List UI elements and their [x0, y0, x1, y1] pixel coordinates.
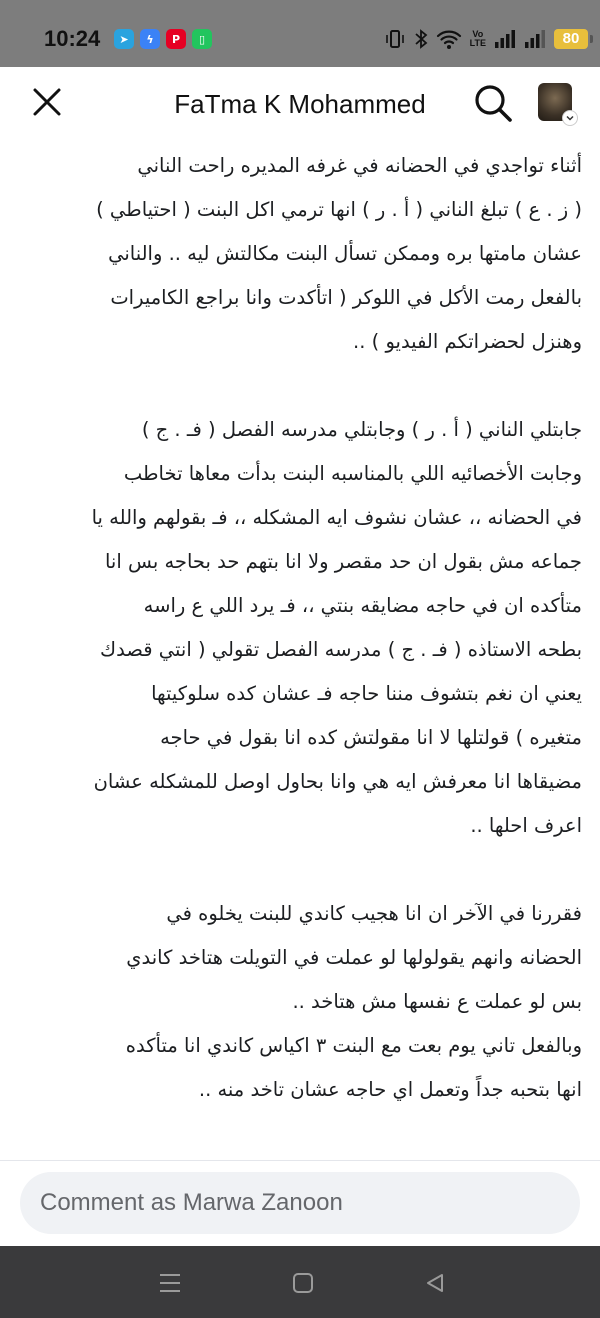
signal-icon [494, 27, 516, 51]
post-paragraph [18, 892, 582, 1112]
back-icon [424, 1272, 446, 1294]
status-time: 10:24 [44, 26, 101, 51]
post-line: انها بتحبه جداً وتعمل اي حاجه عشان تاخد منه .. [198, 1078, 582, 1101]
home-icon [292, 1272, 314, 1294]
post-body [18, 144, 582, 1160]
post-line: ( ز . ع ) تبلغ الناني ( أ . ر ) انها ترمي اكل البنت ( احتياطي ) [96, 198, 582, 221]
bluetooth-icon [414, 27, 428, 51]
post-line: وجابت الأخصائيه اللي بالمناسبه البنت بدأت معاها تخاطب [123, 462, 582, 485]
recent-apps-button[interactable] [155, 1268, 185, 1298]
post-line: بالفعل رمت الأكل في اللوكر ( اتأكدت وانا براجع الكاميرات [110, 286, 582, 309]
post-line: جابتلي الناني ( أ . ر ) وجابتلي مدرسه الفصل ( فـ . ج ) [141, 418, 582, 441]
post-line: وبالفعل تاني يوم بعت مع البنت ٣ اكياس كاندي انا متأكده [125, 1034, 582, 1057]
post-line: اعرف احلها .. [470, 814, 582, 837]
comment-bar [0, 1160, 600, 1246]
vibrate-icon [384, 27, 406, 51]
post-line: في الحضانه ،، عشان نشوف ايه المشكله ،، فـ بقولهم والله يا [91, 506, 582, 529]
search-button[interactable] [472, 82, 514, 124]
post-line: متأكده ان في حاجه مضايقه بنتي ،، فـ يرد اللي ع راسه [143, 594, 582, 617]
chevron-down-icon [562, 110, 578, 126]
comment-input[interactable]: Comment as Marwa Zanoon [20, 1172, 580, 1234]
navigation-bar [0, 1246, 600, 1318]
post-line: يعني ان نغم بتشوف مننا حاجه فـ عشان كده سلوكيتها [151, 682, 582, 705]
menu-icon [158, 1272, 182, 1294]
post-paragraph [18, 408, 582, 848]
back-button[interactable] [420, 1268, 450, 1298]
post-line: بطحه الاستاذه ( فـ . ج ) مدرسه الفصل تقولي ( انتي قصدك [100, 638, 582, 661]
status-bar [0, 0, 600, 67]
battery-indicator: 80 [554, 29, 588, 49]
post-line: جماعه مش بقول ان حد مقصر ولا انا بتهم حد بحاجه بس انا [104, 550, 582, 573]
post-paragraph [18, 144, 582, 364]
close-button[interactable] [28, 83, 66, 121]
wifi-icon [436, 27, 462, 51]
post-line: عشان مامتها بره وممكن تسأل البنت مكالتش ليه .. والناني [108, 242, 582, 265]
post-line: وهنزل لحضراتكم الفيديو ) .. [353, 330, 582, 353]
home-button[interactable] [288, 1268, 318, 1298]
profile-avatar[interactable] [538, 83, 572, 121]
volte-indicator: Vo LTE [469, 29, 486, 48]
signal-icon-2 [524, 27, 546, 51]
messenger-icon: ϟ [140, 29, 160, 49]
notification-icons [114, 29, 212, 49]
post-line: أثناء تواجدي في الحضانه في غرفه المديره راحت الناني [137, 154, 582, 177]
close-icon [32, 87, 62, 117]
post-line: الحضانه وانهم يقولولها لو عملت في التويلت هتاخد كاندي [126, 946, 582, 969]
telegram-icon: ➤ [114, 29, 134, 49]
post-line: مضيقاها انا معرفش ايه هي وانا بحاول اوصل للمشكله عشان [93, 770, 582, 793]
search-icon [473, 83, 513, 123]
system-icons [384, 27, 588, 51]
post-line: فقررنا في الآخر ان انا هجيب كاندي للبنت يخلوه في [166, 902, 582, 925]
pinterest-icon: P [166, 29, 186, 49]
page-title: FaTma K Mohammed [174, 89, 426, 119]
battery-saver-icon: ▯ [192, 29, 212, 49]
post-header [0, 67, 600, 141]
post-line: متغيره ) قولتلها لا انا مقولتش كده انا بقول في حاجه [160, 726, 582, 749]
post-line: بس لو عملت ع نفسها مش هتاخد .. [292, 990, 582, 1013]
